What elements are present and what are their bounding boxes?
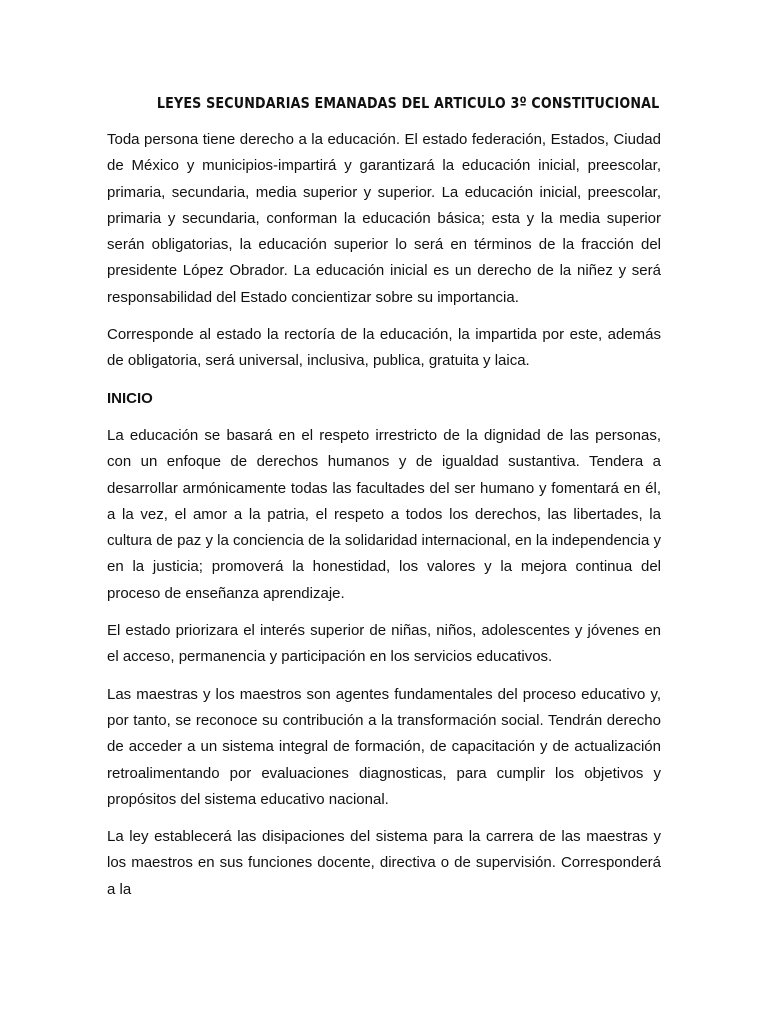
paragraph-rectoria: Corresponde al estado la rectoría de la educación, la impartida por este, además de obligatoria, será universal, inclusiva, publica, gratuita y laica. [107, 326, 661, 370]
paragraph-intro: Toda persona tiene derecho a la educación. El estado federación, Estados, Ciudad de México y municipios-impartirá y garantizará la educación inicial, preescolar, primaria, secundaria, media superior y superior. La educación inicial, preescolar, primaria y secundaria, conforman la educación básica; esta y la media superior serán obligatorias, la educación superior lo será en términos de la fracción del presidente López Obrador. La educación inicial es un derecho de la niñez y será responsabilidad del Estado concientizar sobre su importancia. [107, 131, 661, 306]
paragraph-carrera-docente: La ley establecerá las disipaciones del sistema para la carrera de las maestras y los maestros en sus funciones docente, directiva o de supervisión. Corresponderá a la [107, 828, 661, 898]
paragraph-interes-superior: El estado priorizara el interés superior de niñas, niños, adolescentes y jóvenes en el acceso, permanencia y participación en los servicios educativos. [107, 622, 661, 666]
document-page [107, 90, 661, 914]
paragraph-dignidad: La educación se basará en el respeto irrestricto de la dignidad de las personas, con un enfoque de derechos humanos y de igualdad sustantiva. Tendera a desarrollar armónicamente todas las facultades del ser humano y fomentará en él, a la vez, el amor a la patria, el respeto a todos los derechos, las libertades, la cultura de paz y la conciencia de la solidaridad internacional, en la independencia y en la justicia; promoverá la honestidad, los valores y la mejora continua del proceso de enseñanza aprendizaje. [107, 426, 661, 602]
document-title: LEYES SECUNDARIAS EMANADAS DEL ARTICULO 3º CONSTITUCIONAL [156, 94, 660, 112]
section-heading: INICIO [107, 389, 153, 407]
paragraph-maestras-maestros: Las maestras y los maestros son agentes fundamentales del proceso educativo y, por tanto, se reconoce su contribución a la transformación social. Tendrán derecho de acceder a un sistema integral de formación, de capacitación y de actualización retroalimentando por evaluaciones diagnosticas, para cumplir los objetivos y propósitos del sistema educativo nacional. [107, 685, 661, 808]
